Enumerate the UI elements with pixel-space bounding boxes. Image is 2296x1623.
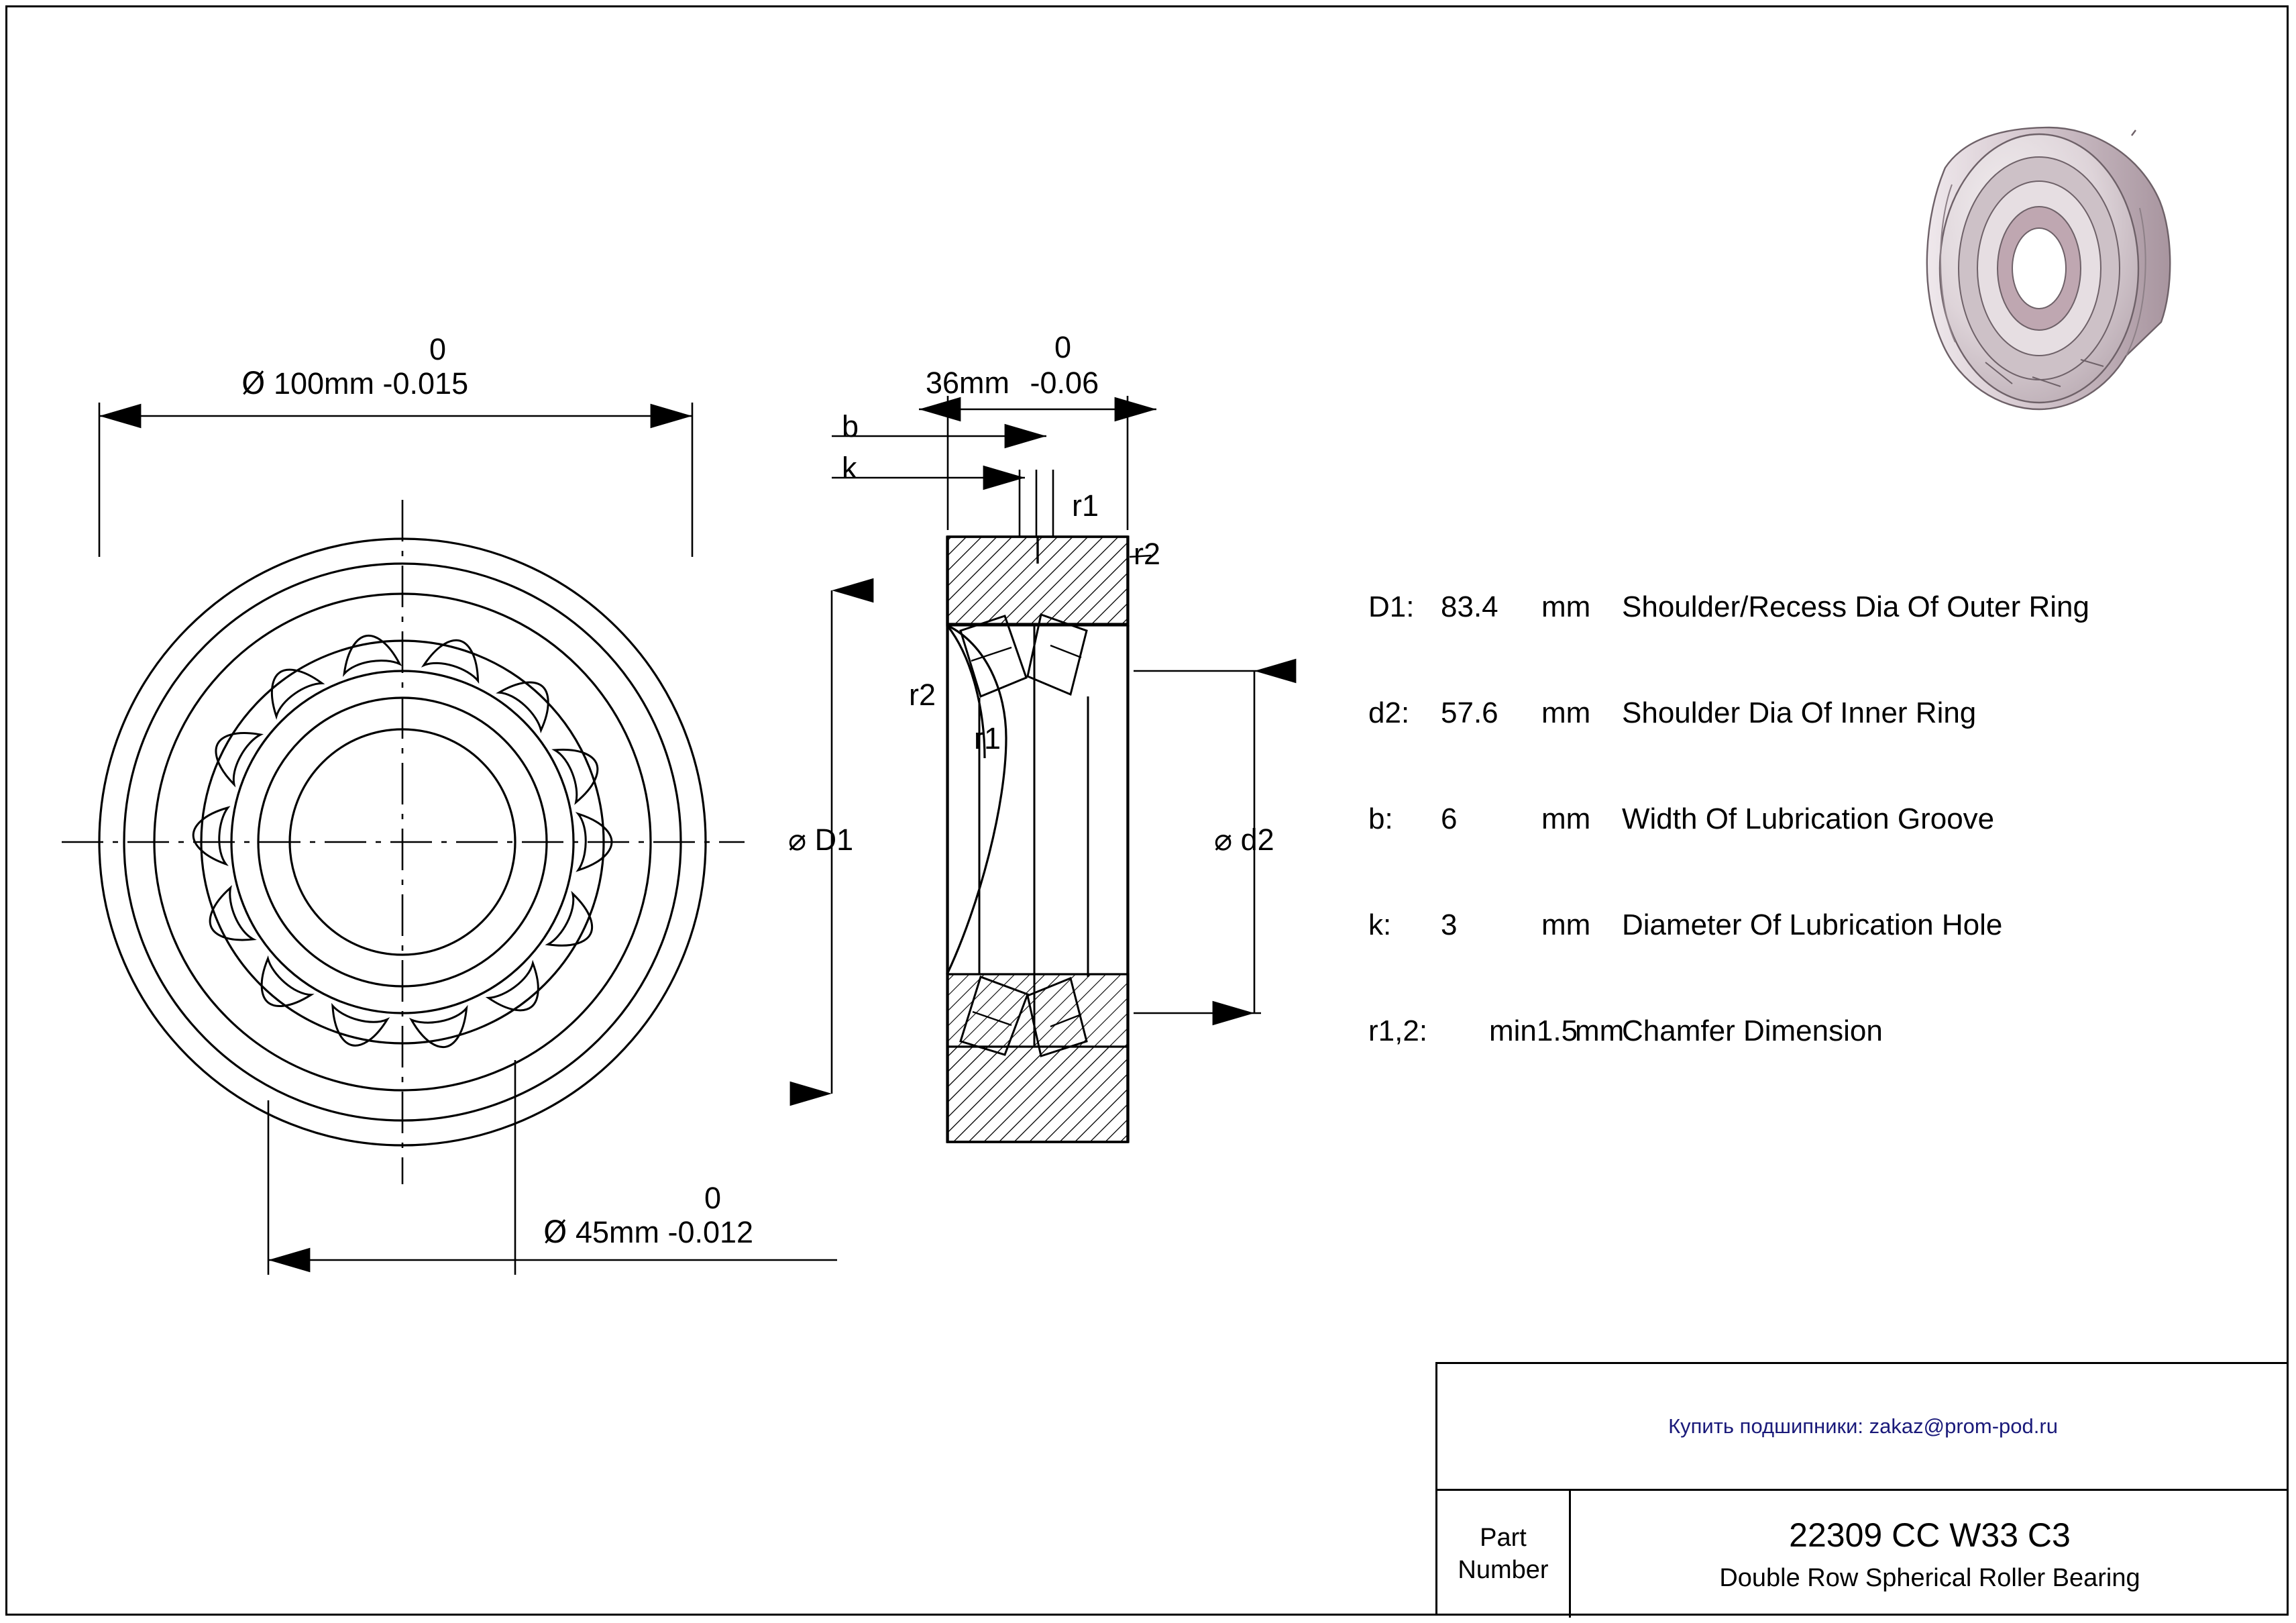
spec-symbol: k: — [1368, 908, 1392, 941]
spec-value: 83.4 — [1441, 590, 1498, 623]
diameter-symbol-od: Ø — [241, 366, 266, 401]
label-d2: ⌀ d2 — [1214, 822, 1274, 857]
spec-description: Shoulder Dia Of Inner Ring — [1622, 696, 1977, 729]
spec-description: Shoulder/Recess Dia Of Outer Ring — [1622, 590, 2089, 623]
front-od-value: 100mm — [273, 366, 374, 401]
promo-text: Купить подшипники: zakaz@prom-pod.ru — [1668, 1414, 2058, 1438]
label-r2-right: r2 — [1134, 537, 1161, 571]
front-od-tolerance-upper: 0 — [429, 332, 447, 366]
spec-unit: mm — [1541, 908, 1591, 941]
spec-value: 57.6 — [1441, 696, 1498, 729]
title-block-part-row — [1437, 1491, 2289, 1618]
specification-list — [1368, 590, 2254, 1120]
part-number-label-line1: Part — [1480, 1524, 1527, 1552]
section-width-tolerance-lower: -0.06 — [1030, 366, 1099, 400]
part-number-content — [1571, 1491, 2289, 1618]
title-block-promo-row — [1437, 1364, 2289, 1491]
part-number-label — [1437, 1491, 1571, 1618]
label-k: k — [842, 451, 857, 485]
spec-row-b — [1368, 802, 2254, 908]
spec-symbol: b: — [1368, 802, 1393, 835]
section-width-tolerance-upper: 0 — [1054, 330, 1072, 364]
spec-unit: mm — [1575, 1014, 1625, 1047]
diameter-symbol-bore: Ø — [543, 1214, 567, 1250]
section-width-dimension — [926, 366, 1099, 401]
front-bore-tolerance-upper: 0 — [704, 1181, 722, 1215]
label-r1-top: r1 — [1072, 488, 1099, 523]
spec-unit: mm — [1541, 802, 1591, 835]
spec-value: 3 — [1441, 908, 1458, 941]
front-bore-dimension — [543, 1214, 753, 1250]
part-number-label-line2: Number — [1458, 1555, 1549, 1584]
spec-row-chamfer — [1368, 1014, 2254, 1120]
spec-symbol: D1: — [1368, 590, 1415, 623]
front-od-dimension — [241, 366, 468, 401]
spec-row-k — [1368, 908, 2254, 1014]
spec-symbol: d2: — [1368, 696, 1410, 729]
label-r2-left: r2 — [909, 678, 936, 712]
front-bore-value: 45mm — [575, 1215, 659, 1249]
spec-value: 6 — [1441, 802, 1458, 835]
spec-row-D1 — [1368, 590, 2254, 696]
part-number-value: 22309 CC W33 C3 — [1789, 1516, 2071, 1554]
front-od-tolerance-lower: -0.015 — [382, 366, 469, 401]
spec-unit: mm — [1541, 590, 1591, 623]
spec-description: Chamfer Dimension — [1622, 1014, 1883, 1047]
section-width-value: 36mm — [926, 366, 1010, 400]
spec-description: Width Of Lubrication Groove — [1622, 802, 1995, 835]
front-bore-tolerance-lower: -0.012 — [667, 1215, 754, 1249]
spec-unit: mm — [1541, 696, 1591, 729]
title-block — [1435, 1362, 2289, 1616]
part-description: Double Row Spherical Roller Bearing — [1719, 1564, 2140, 1592]
spec-value: min1.5 — [1489, 1014, 1578, 1047]
label-D1: ⌀ D1 — [788, 822, 854, 857]
spec-description: Diameter Of Lubrication Hole — [1622, 908, 2003, 941]
spec-symbol: r1,2: — [1368, 1014, 1428, 1047]
label-r1-left: r1 — [974, 721, 1001, 755]
label-b: b — [842, 409, 859, 443]
spec-row-d2 — [1368, 696, 2254, 802]
